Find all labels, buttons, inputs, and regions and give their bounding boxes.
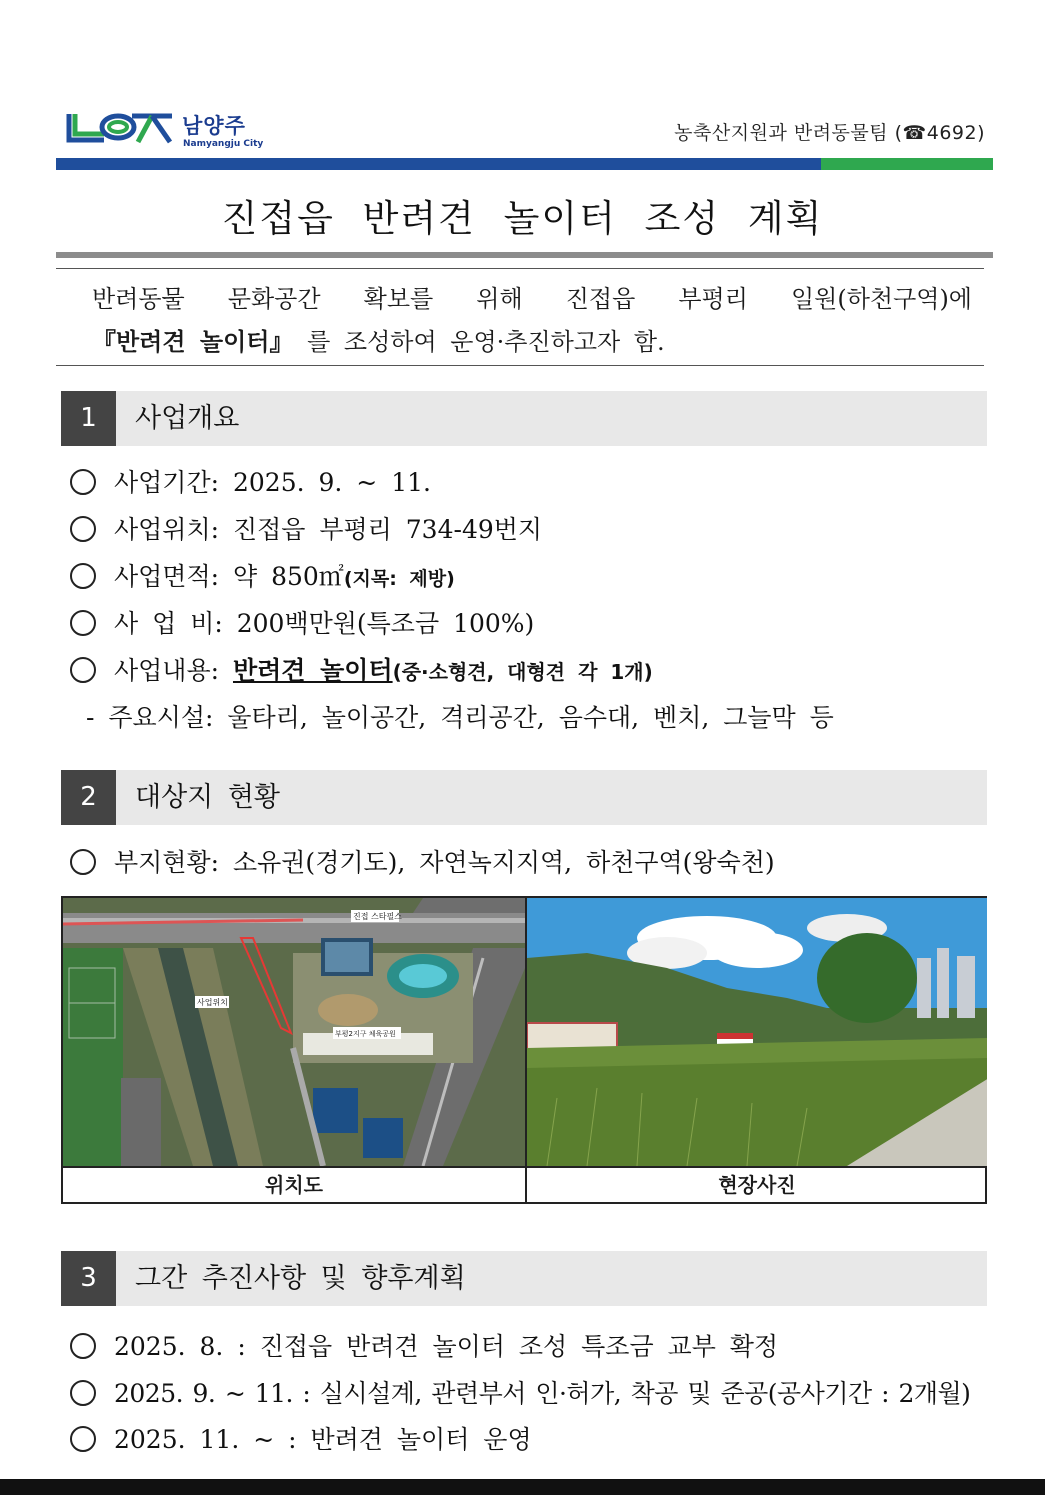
- header-bar-blue: [56, 158, 821, 170]
- department-contact: 농축산지원과 반려동물팀 (☎4692): [674, 122, 985, 144]
- list-item: [70, 557, 455, 593]
- section-3-header: [61, 1251, 987, 1306]
- list-item: [70, 1327, 778, 1363]
- document-title: 진접읍 반려견 놀이터 조성 계획: [221, 197, 824, 240]
- list-item: [70, 510, 542, 546]
- summary-line-2-rest: 를 조성하여 운영·추진하고자 함.: [307, 328, 665, 356]
- section-title: 대상지 현황: [135, 782, 280, 813]
- list-item: [70, 651, 653, 687]
- item-label: 사 업 비:: [114, 609, 223, 638]
- item-value: 반려견 놀이터 운영: [310, 1425, 532, 1454]
- map-caption: 위치도: [63, 1166, 525, 1202]
- circle-bullet-icon: [70, 469, 96, 495]
- section-1-header: [61, 391, 987, 446]
- list-item: [70, 843, 775, 879]
- circle-bullet-icon: [70, 610, 96, 636]
- section-number: 3: [61, 1251, 116, 1306]
- item-value: 실시설계, 관련부서 인·허가, 착공 및 준공(공사기간 : 2개월): [319, 1379, 971, 1408]
- sub-item: - 주요시설: 울타리, 놀이공간, 격리공간, 음수대, 벤치, 그늘막 등: [86, 703, 834, 732]
- circle-bullet-icon: [70, 516, 96, 542]
- map-label-site: 사업위치: [197, 998, 228, 1007]
- item-label: 사업면적:: [114, 562, 220, 591]
- section-title: 그간 추진사항 및 향후계획: [135, 1263, 466, 1294]
- item-value: 200백만원(특조금 100%): [236, 609, 535, 638]
- item-label: 2025. 11. ~ :: [114, 1425, 297, 1454]
- logo-symbol-icon: [66, 108, 176, 150]
- summary-line-1: 반려동물 문화공간 확보를 위해 진접읍 부평리 일원(하천구역)에: [92, 285, 972, 313]
- item-value: 2025. 9. ~ 11.: [232, 468, 431, 497]
- item-label: 부지현황:: [114, 848, 220, 877]
- item-label: 사업기간:: [114, 468, 220, 497]
- logo-english-text: Namyangju City: [183, 139, 264, 149]
- bottom-edge-bar: [0, 1479, 1045, 1495]
- namyangju-logo: [66, 108, 266, 154]
- circle-bullet-icon: [70, 1380, 96, 1406]
- item-label: 사업위치:: [114, 515, 220, 544]
- circle-bullet-icon: [70, 849, 96, 875]
- circle-bullet-icon: [70, 1426, 96, 1452]
- logo-korean-text: 남양주: [182, 114, 246, 138]
- item-value: 약 850㎡: [232, 562, 344, 591]
- list-item: [70, 604, 534, 640]
- circle-bullet-icon: [70, 657, 96, 683]
- item-value: 소유권(경기도), 자연녹지지역, 하천구역(왕숙천): [232, 848, 775, 877]
- section-2-header: [61, 770, 987, 825]
- item-label: 2025. 9. ~ 11. :: [114, 1379, 311, 1408]
- item-note: (중·소형견, 대형견 각 1개): [392, 660, 653, 684]
- map-label-park: 부평2지구 체육공원: [335, 1030, 396, 1038]
- item-label: 2025. 8. :: [114, 1332, 246, 1361]
- photo-caption: 현장사진: [525, 1166, 987, 1202]
- item-value: 진접읍 부평리 734-49번지: [232, 515, 543, 544]
- photo-table: [61, 896, 987, 1204]
- section-title: 사업개요: [135, 403, 240, 434]
- summary-bold-term: 『반려견 놀이터』: [92, 327, 294, 356]
- title-divider: [56, 252, 993, 258]
- section-number: 1: [61, 391, 116, 446]
- header-bar-green: [821, 158, 993, 170]
- list-item: [70, 1374, 970, 1410]
- summary-box: [56, 268, 984, 366]
- list-item: [70, 1420, 532, 1456]
- list-item: [70, 463, 431, 499]
- site-photo-image: [525, 898, 987, 1166]
- summary-line-2: [92, 322, 665, 357]
- section-number: 2: [61, 770, 116, 825]
- map-label-stafield: 진접 스타필스: [353, 912, 402, 921]
- item-value: 진접읍 반려견 놀이터 조성 특조금 교부 확정: [259, 1332, 779, 1361]
- item-value: 반려견 놀이터: [232, 656, 393, 685]
- circle-bullet-icon: [70, 563, 96, 589]
- circle-bullet-icon: [70, 1333, 96, 1359]
- item-note: (지목: 제방): [343, 568, 455, 590]
- item-label: 사업내용:: [114, 656, 220, 685]
- location-map-image: [63, 898, 525, 1166]
